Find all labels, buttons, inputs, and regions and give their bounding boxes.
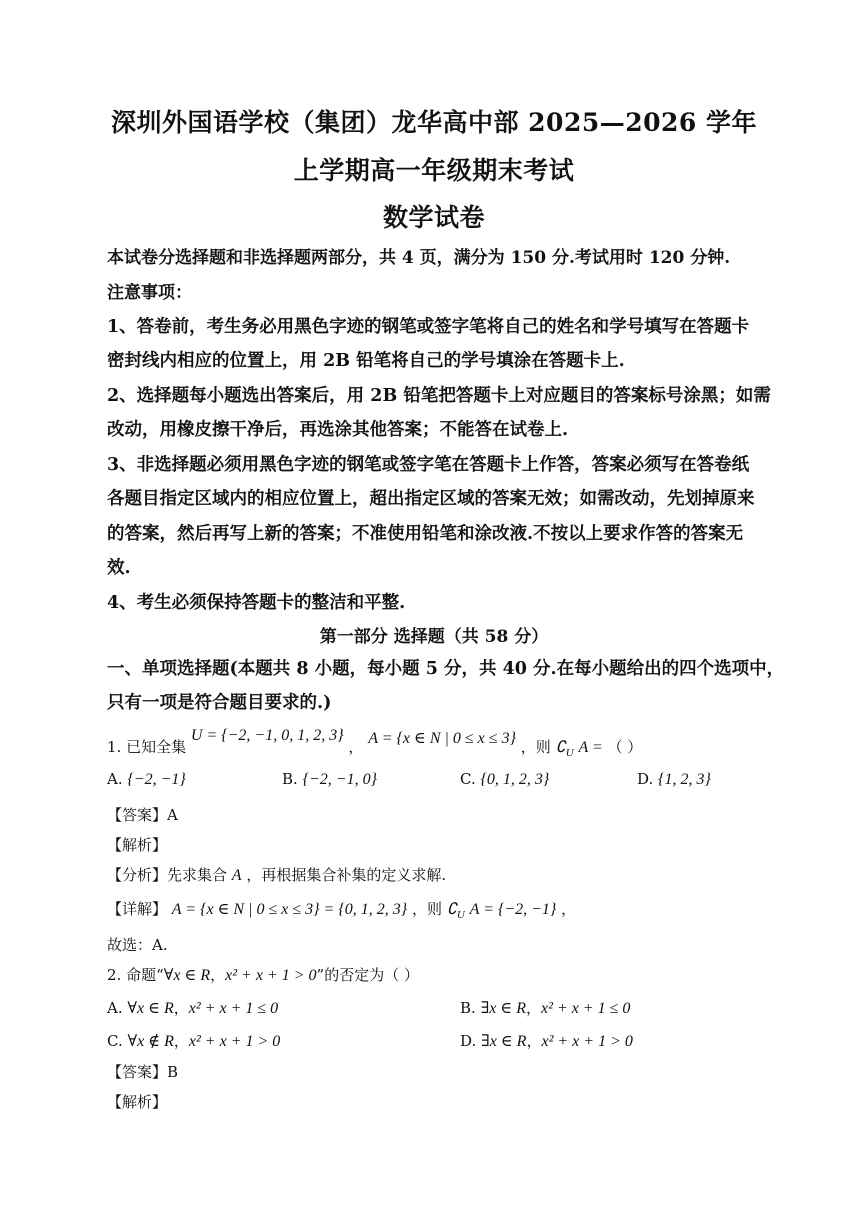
- q1-option-c-label: C.: [460, 770, 476, 788]
- q1-prefix: 1. 已知全集: [107, 738, 187, 756]
- q1-option-d: [637, 770, 711, 789]
- q1-fenxi: [107, 864, 446, 885]
- q2-option-a-label: A.: [107, 999, 123, 1017]
- exam-title-line2: 上学期高一年级期末考试: [293, 156, 575, 185]
- q1-detail-complement-sub: U: [456, 909, 465, 921]
- part1-heading: 第一部分 选择题（共 58 分）: [319, 627, 549, 647]
- q2-option-a-quant: ∀x ∈ R: [127, 1000, 174, 1017]
- q1-option-a-value: {−2, −1}: [127, 771, 186, 788]
- q1-detail-result: A = {−2, −1}: [469, 901, 557, 918]
- q1-detail-end: ，: [561, 900, 577, 918]
- q2-option-c: C. ∀x ∉ R，x² + x + 1 > 0: [107, 1032, 281, 1050]
- q2-prefix: 2. 命题“: [107, 966, 164, 984]
- notice-4: 4、考生必须保持答题卡的整洁和平整.: [107, 593, 406, 613]
- q1-choose: 故选：A.: [107, 936, 168, 954]
- notice-3-line2: 各题目指定区域内的相应位置上，超出指定区域的答案无效；如需改动，先划掉原来: [107, 489, 755, 509]
- q1-paren: （ ）: [607, 738, 643, 756]
- notice-title: 注意事项：: [107, 283, 192, 303]
- q1-option-b-value: {−2, −1, 0}: [302, 771, 377, 788]
- q1-fenxi-rest: ，再根据集合补集的定义求解.: [246, 866, 447, 884]
- q2-option-a: A. ∀x ∈ R，x² + x + 1 ≤ 0: [107, 999, 279, 1017]
- q1-fenxi-prefix: 【分析】先求集合: [107, 866, 228, 884]
- q2-option-b-label: B.: [460, 999, 476, 1017]
- q2-option-d-quant: ∃x ∈ R: [481, 1033, 527, 1050]
- q2-stem: [107, 964, 419, 985]
- q1-stem: [107, 727, 643, 759]
- notice-2-line1: 2、选择题每小题选出答案后，用 2B 铅笔把答题卡上对应题目的答案标号涂黑；如需: [107, 386, 771, 406]
- q1-set-a: A = {x ∈ N | 0 ≤ x ≤ 3}: [368, 730, 516, 747]
- notice-1-line2: 密封线内相应的位置上，用 2B 铅笔将自己的学号填涂在答题卡上.: [107, 351, 625, 371]
- q2-analysis: 【解析】: [107, 1093, 168, 1111]
- q1-option-a-label: A.: [107, 770, 123, 788]
- q1-answer: 【答案】A: [107, 806, 178, 824]
- q1-complement-rest: A =: [578, 739, 603, 756]
- q1-complement-sub: U: [565, 747, 574, 759]
- q1-detail-prefix: 【详解】: [107, 900, 168, 918]
- q2-stmt-sep: ，: [210, 966, 226, 984]
- q1-detail-complement: ∁: [446, 901, 457, 918]
- q2-suffix: ”的否定为（ ）: [316, 966, 419, 984]
- q1-analysis: 【解析】: [107, 836, 168, 854]
- notice-1-line1: 1、答卷前，考生务必用黑色字迹的钢笔或签字笔将自己的姓名和学号填写在答题卡: [107, 317, 750, 337]
- q1-sep1: ，: [348, 738, 364, 756]
- section1-line1: 一、单项选择题(本题共 8 小题，每小题 5 分，共 40 分.在每小题给出的四个选项中，: [107, 659, 785, 679]
- q1-option-b-label: B.: [282, 770, 298, 788]
- q1-detail-math: A = {x ∈ N | 0 ≤ x ≤ 3} = {0, 1, 2, 3}: [171, 901, 408, 918]
- q2-option-b-quant: ∃x ∈ R: [480, 1000, 526, 1017]
- q1-option-d-label: D.: [637, 770, 654, 788]
- q2-option-b-ineq: x² + x + 1 ≤ 0: [541, 1000, 631, 1017]
- q1-fenxi-var: A: [231, 867, 242, 884]
- q2-option-d-label: D.: [460, 1032, 477, 1050]
- q2-option-d-ineq: x² + x + 1 > 0: [541, 1033, 633, 1050]
- q1-option-a: [107, 770, 186, 789]
- exam-intro: 本试卷分选择题和非选择题两部分，共 4 页，满分为 150 分.考试用时 120 分钟.: [107, 248, 731, 268]
- q2-option-c-quant: ∀x ∉ R: [127, 1033, 174, 1050]
- q1-option-c: [460, 770, 549, 789]
- q2-option-d: D. ∃x ∈ R，x² + x + 1 > 0: [460, 1032, 633, 1050]
- exam-title-line1: 深圳外国语学校（集团）龙华高中部 2025—2026 学年: [110, 108, 758, 137]
- q1-sep2: ，则: [520, 738, 551, 756]
- notice-3-line4: 效.: [107, 558, 131, 578]
- q2-stmt2: x² + x + 1 > 0: [225, 967, 317, 984]
- q1-set-u: U = {−2, −1, 0, 1, 2, 3}: [190, 727, 344, 744]
- notice-2-line2: 改动，用橡皮擦干净后，再选涂其他答案；不能答在试卷上.: [107, 420, 569, 440]
- q1-detail-mid: ，则: [411, 900, 442, 918]
- q2-option-c-ineq: x² + x + 1 > 0: [188, 1033, 281, 1050]
- notice-3-line1: 3、非选择题必须用黑色字迹的钢笔或签字笔在答题卡上作答，答案必须写在答卷纸: [107, 455, 750, 475]
- q1-complement-symbol: ∁: [555, 739, 566, 756]
- q2-option-a-ineq: x² + x + 1 ≤ 0: [188, 1000, 279, 1017]
- q2-option-b: B. ∃x ∈ R，x² + x + 1 ≤ 0: [460, 999, 631, 1017]
- exam-title-line3: 数学试卷: [382, 203, 485, 232]
- q1-option-b: [282, 770, 377, 789]
- q1-detail: [107, 898, 576, 921]
- q2-stmt1: ∀x ∈ R: [163, 967, 211, 984]
- section1-line2: 只有一项是符合题目要求的.): [107, 693, 332, 713]
- q2-option-c-label: C.: [107, 1032, 123, 1050]
- notice-3-line3: 的答案，然后再写上新的答案；不准使用铅笔和涂改液.不按以上要求作答的答案无: [107, 524, 744, 544]
- q2-answer: 【答案】B: [107, 1063, 179, 1081]
- q1-option-c-value: {0, 1, 2, 3}: [480, 771, 550, 788]
- q1-option-d-value: {1, 2, 3}: [658, 771, 711, 788]
